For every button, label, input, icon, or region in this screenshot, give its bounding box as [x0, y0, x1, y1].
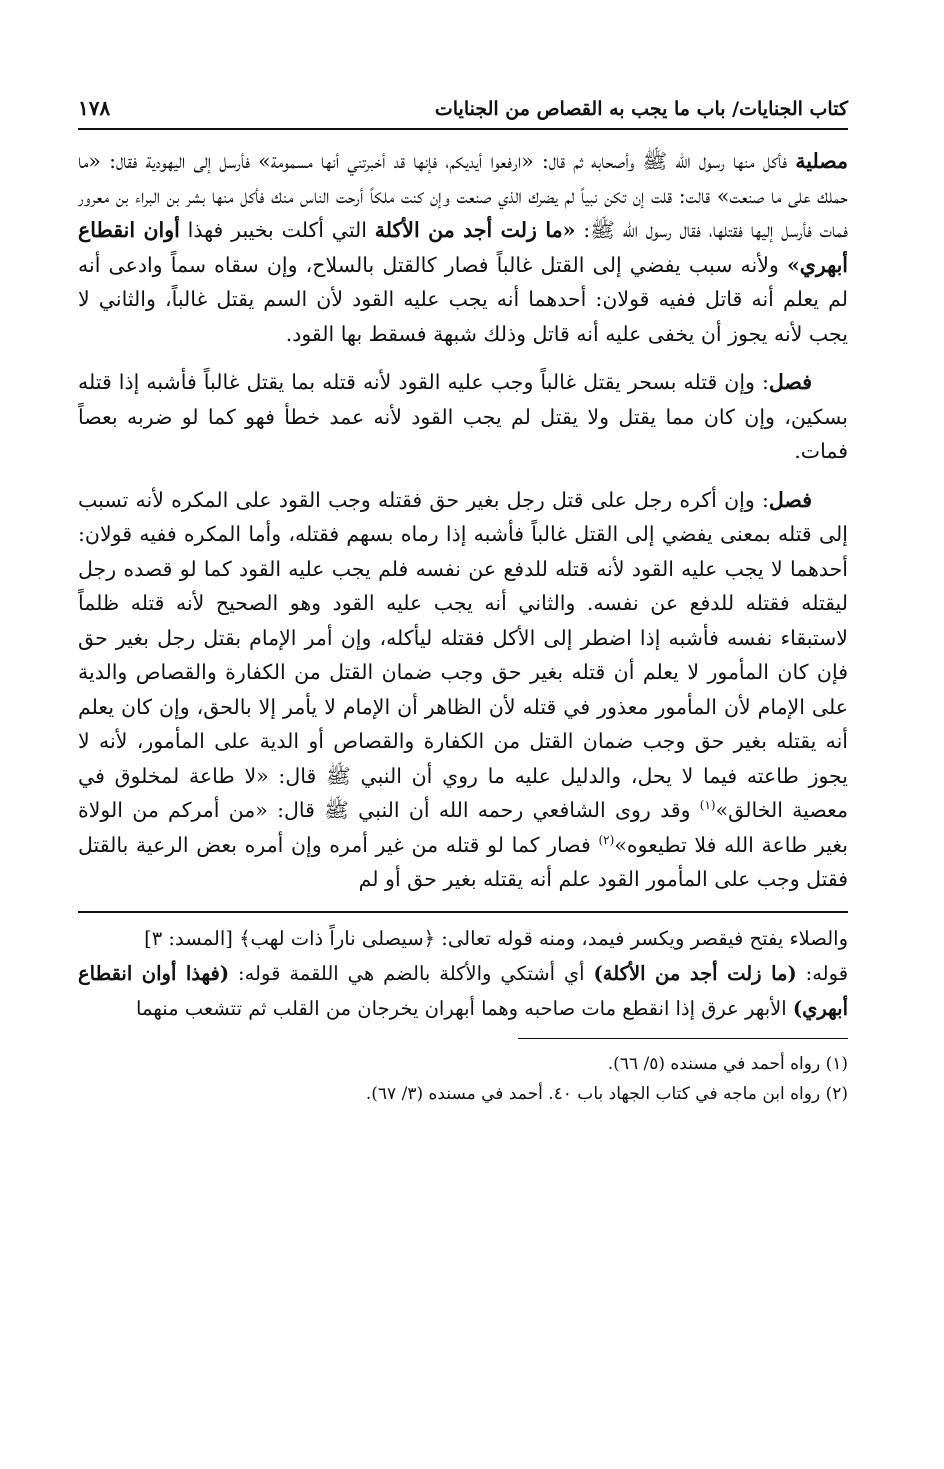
commentary-bold: (ما زلت أجد من الأكلة) [593, 961, 797, 985]
footnote-ref-2[interactable]: (٢) [598, 832, 615, 847]
commentary-text: والصلاء يفتح فيقصر ويكسر فيمد، ومنه قوله تعالى: ﴿سيصلى ناراً ذات لهب﴾ [المسد: ٣] [144, 926, 848, 950]
paragraph-text: فأكل منها رسول الله ﷺ وأصحابه ثم قال: «ارفعوا أيديكم، فإنها قد أخبرتني أنها مسمومة» فأرسل إلى اليهودية فقال: «ما حملك على ما صنعت» قالت: قلت إن تكن نبياً لم يضرك الذي صنعت وإن كنت ملكاً أرحت الناس منك فأكل منها بشر بن البراء بن معرور فمات فأرسل إليها فقتلها، فقال رسول الله ﷺ: [78, 149, 848, 242]
commentary-text: قوله: [796, 961, 849, 985]
footnote-text: رواه أحمد في مسنده (٥/ ٦٦). [607, 1053, 821, 1074]
section-label: فصل [768, 487, 812, 512]
running-header [78, 96, 848, 130]
page-number: ١٧٨ [78, 96, 111, 120]
paragraph-text: وقد روى الشافعي رحمه الله أن النبي ﷺ قال: «من أمركم من الولاة بغير طاعة الله فلا تطيعوه» [78, 798, 848, 857]
paragraph-text: : وإن قتله بسحر يقتل غالباً وجب عليه القود لأنه قتله بما يقتل غالباً فأشبه إذا قتله بسكين، وإن كان مما يقتل ولا يقتل لم يجب القود لأنه عمد خطأ فهو كما لو ضربه بعصاً فمات. [78, 370, 848, 463]
bold-term: مصلية [795, 149, 848, 173]
footnote-text: رواه ابن ماجه في كتاب الجهاد باب ٤٠. أحمد في مسنده (٣/ ٦٧). [365, 1083, 821, 1104]
running-title: كتاب الجنايات/ باب ما يجب به القصاص من الجنايات [434, 98, 848, 120]
paragraph-text: : وإن أكره رجل على قتل رجل بغير حق فقتله وجب القود على المكره لأنه تسبب إلى قتله بمعنى يفضي إلى القتل غالباً فأشبه إذا رماه بسهم فقتله، وأما المكره ففيه قولان: أحدهما لا يجب عليه القود لأنه قتله للدفع عن نفسه فلم يجب عليه القود كما لو قصده رجل ليقتله فقتله للدفع عن نفسه. والثاني أنه يجب عليه القود وهو الصحيح لأنه قتله ظلماً لاستبقاء نفسه فأشبه إذا اضطر إلى الأكل فقتله ليأكله، وإن أمر الإمام بقتل رجل بغير حق فإن كان المأمور لا يعلم أن قتله بغير حق وجب ضمان القتل من الكفارة والقصاص والدية على الإمام لأن المأمور معذور في قتله لأن الظاهر أن الإمام لا يأمر إلا بالحق، وإن كان يعلم أنه يقتله بغير حق وجب ضمان القتل من الكفارة والقصاص أو الدية على المأمور، لأنه لا يجوز طاعته فيما لا يحل، والدليل عليه ما روي أن النبي ﷺ قال: «لا طاعة لمخلوق في معصية الخالق» [78, 487, 848, 822]
commentary-line [78, 921, 848, 956]
commentary-text: أي أشتكي والأكلة بالضم هي اللقمة قوله: [229, 961, 594, 985]
bold-hadith-quote: أوان انقطاع أبهري» [78, 218, 848, 277]
commentary-line [78, 956, 848, 1026]
paragraph-text: التي أكلت بخيبر فهذا [179, 218, 375, 242]
commentary-bold: (فهذا أوان انقطاع أبهري) [78, 961, 848, 1020]
commentary-section [78, 911, 848, 1026]
commentary-text: الأبهر عرق إذا انقطع مات صاحبه وهما أبهران يخرجان من القلب ثم تتشعب منهما [136, 996, 793, 1020]
main-text [78, 144, 848, 897]
footnote-1 [78, 1049, 848, 1079]
paragraph-text: فصار كما لو قتله من غير أمره وإن أمره بعض الرعية بالقتل فقتل وجب على المأمور القود علم أنه يقتله بغير حق أو لم [78, 832, 848, 891]
footnotes [78, 1049, 848, 1109]
section-label: فصل [768, 370, 812, 394]
paragraph-text: ولأنه سبب يفضي إلى القتل غالباً فصار كالقتل بالسلاح، وإن سقاه سماً وادعى أنه لم يعلم أنه قاتل ففيه قولان: أحدهما أنه يجب عليه القود لأن السم يقتل غالباً، والثاني لا يجب لأنه يجوز أن يخفى عليه أنه قاتل وذلك شبهة فسقط بها القود. [78, 252, 848, 346]
footnote-2 [78, 1079, 848, 1109]
paragraph-sorcery [78, 365, 848, 469]
footnote-separator [518, 1038, 848, 1045]
book-page [78, 96, 848, 1109]
bold-hadith-quote: «ما زلت أجد من الأكلة [374, 218, 576, 242]
paragraph-poisoning [78, 144, 848, 351]
footnote-number: (٢) [825, 1083, 848, 1104]
footnote-number: (١) [825, 1053, 848, 1074]
paragraph-coercion [78, 483, 848, 897]
footnote-ref-1[interactable]: (١) [699, 798, 716, 813]
